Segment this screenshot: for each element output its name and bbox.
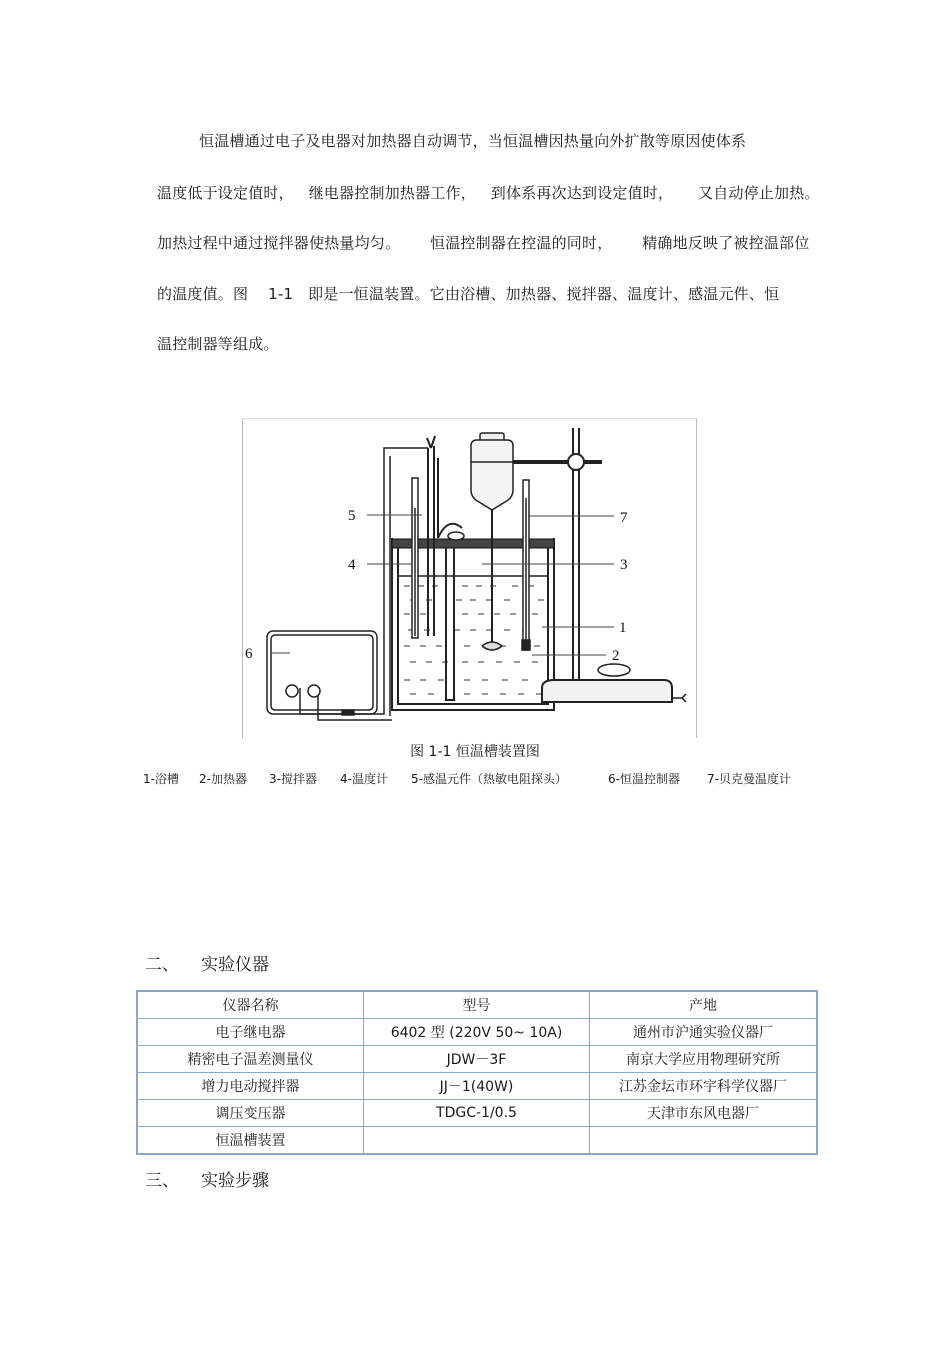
table-cell: 电子继电器 xyxy=(137,1019,364,1046)
leader-lines xyxy=(272,515,614,655)
table-cell xyxy=(364,1127,590,1155)
table-cell: JDW－3F xyxy=(364,1046,590,1073)
apparatus-drawing xyxy=(242,418,697,738)
table-row xyxy=(137,1019,817,1046)
section-heading-instruments xyxy=(145,953,269,977)
table-cell: 调压变压器 xyxy=(137,1100,364,1127)
table-cell: 精密电子温差测量仪 xyxy=(137,1046,364,1073)
paragraph-line-4: 的温度值。图 1-1 即是一恒温装置。它由浴槽、加热器、搅拌器、温度计、感温元件、恒 xyxy=(157,285,780,303)
section-heading-steps xyxy=(145,1169,269,1193)
legend-item-3: 3-搅拌器 xyxy=(269,772,317,786)
table-cell: 通州市沪通实验仪器厂 xyxy=(590,1019,818,1046)
section-number: 三、 xyxy=(145,1171,179,1191)
table-cell: 南京大学应用物理研究所 xyxy=(590,1046,818,1073)
header-cell: 仪器名称 xyxy=(137,991,364,1019)
legend-item-2: 2-加热器 xyxy=(199,772,247,786)
section-title: 实验步骤 xyxy=(201,1171,269,1191)
table-row xyxy=(137,1046,817,1073)
header-cell: 型号 xyxy=(364,991,590,1019)
header-cell: 产地 xyxy=(590,991,818,1019)
table-cell: JJ－1(40W) xyxy=(364,1073,590,1100)
thermistor-probe xyxy=(427,436,438,636)
instrument-table xyxy=(136,990,818,1155)
paragraph-line-2: 温度低于设定值时， 继电器控制加热器工作， 到体系再次达到设定值时， 又自动停止加热。 xyxy=(157,184,820,202)
section-number: 二、 xyxy=(145,955,179,975)
label-7: 7 xyxy=(620,510,628,526)
label-1: 1 xyxy=(619,620,627,636)
table-cell: 6402 型 (220V 50~ 10A) xyxy=(364,1019,590,1046)
label-4: 4 xyxy=(348,557,356,573)
table-cell: 恒温槽装置 xyxy=(137,1127,364,1155)
legend-item-6: 6-恒温控制器 xyxy=(608,772,680,786)
paragraph-line-5: 温控制器等组成。 xyxy=(157,335,279,353)
label-5: 5 xyxy=(348,508,356,524)
table-cell: TDGC-1/0.5 xyxy=(364,1100,590,1127)
temperature-controller xyxy=(267,631,377,715)
table-cell: 增力电动搅拌器 xyxy=(137,1073,364,1100)
paragraph-line-1: 恒温槽通过电子及电器对加热器自动调节，当恒温槽因热量向外扩散等原因使体系 xyxy=(199,132,747,150)
label-6: 6 xyxy=(245,646,253,662)
label-2: 2 xyxy=(612,648,620,664)
thermostat-apparatus-figure xyxy=(242,418,697,738)
figure-caption: 图 1-1 恒温槽装置图 xyxy=(410,744,540,760)
paragraph-line-3: 加热过程中通过搅拌器使热量均匀。 恒温控制器在控温的同时， 精确地反映了被控温部位 xyxy=(157,234,810,252)
legend-item-4: 4-温度计 xyxy=(340,772,388,786)
label-3: 3 xyxy=(620,557,628,573)
thermometer xyxy=(412,478,418,638)
table-row xyxy=(137,1127,817,1155)
section-title: 实验仪器 xyxy=(201,955,269,975)
table-row xyxy=(137,1073,817,1100)
table-row xyxy=(137,1100,817,1127)
table-cell: 天津市东风电器厂 xyxy=(590,1100,818,1127)
table-cell xyxy=(590,1127,818,1155)
table-header-row xyxy=(137,991,817,1019)
beckmann-thermometer xyxy=(522,480,530,650)
legend-item-5: 5-感温元件（热敏电阻探头） xyxy=(411,772,567,786)
wires xyxy=(300,448,428,720)
heater xyxy=(446,548,454,700)
legend-item-7: 7-贝克曼温度计 xyxy=(707,772,791,786)
stand xyxy=(542,428,672,702)
legend-item-1: 1-浴槽 xyxy=(143,772,179,786)
table-cell: 江苏金坛市环宇科学仪器厂 xyxy=(590,1073,818,1100)
